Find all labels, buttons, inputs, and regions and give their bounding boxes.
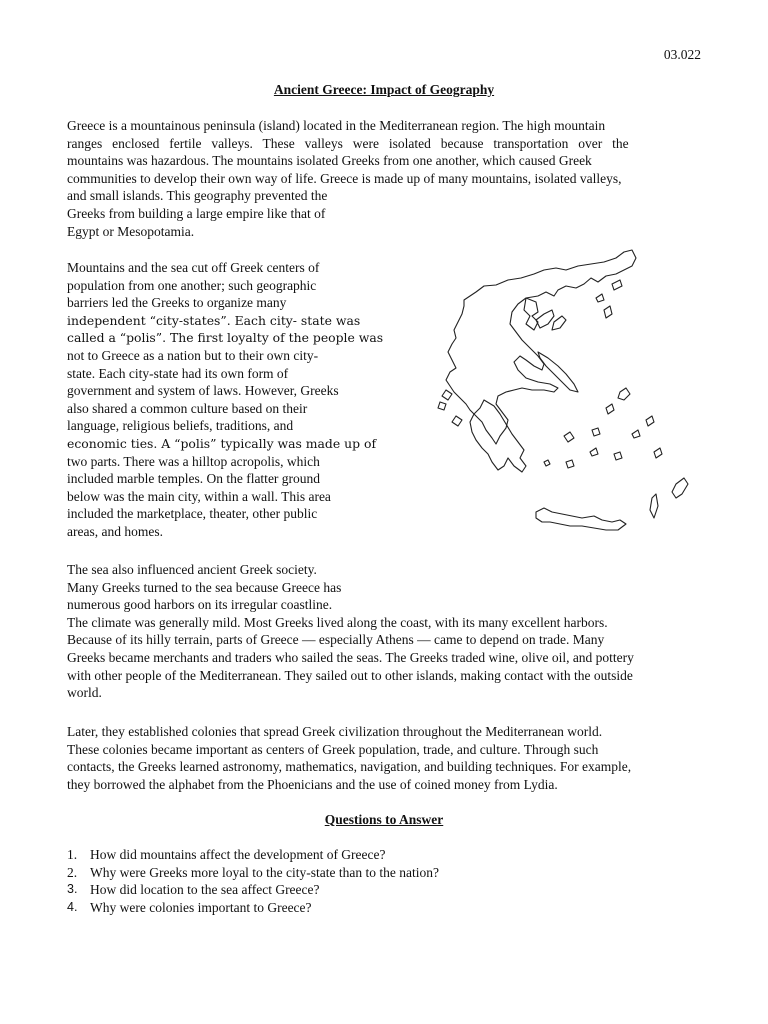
island-outline: [544, 460, 550, 466]
island-outline: [618, 388, 630, 400]
crete-outline: [536, 508, 626, 530]
text-line: also shared a common culture based on their: [67, 400, 308, 416]
question-item: [67, 864, 687, 882]
island-outline: [592, 428, 600, 436]
text-line: they borrowed the alphabet from the Phoenicians and the use of coined money from Lydia.: [67, 776, 558, 792]
euboea-outline: [538, 352, 578, 392]
paragraph-sea: [67, 561, 701, 702]
text-line: population from one another; such geographic: [67, 277, 317, 293]
text-line: Later, they established colonies that spread Greek civilization throughout the Mediterranean world.: [67, 724, 603, 739]
text-line: independent “city-states”. Each city- state was: [67, 312, 361, 328]
text-line: Because of its hilly terrain, parts of Greece — especially Athens — came to depend on trade. Many: [67, 632, 605, 648]
text-line: areas, and homes.: [67, 523, 163, 539]
text-line: mountains was hazardous. The mountains isolated Greeks from one another, which caused Greek: [67, 153, 592, 169]
island-outline: [650, 494, 658, 518]
text-line: called a “polis”. The first loyalty of the people was: [67, 330, 384, 346]
text-line: Many Greeks turned to the sea because Greece has: [67, 579, 342, 595]
text-line: Greeks from building a large empire like that of: [67, 205, 326, 221]
document-code: 03.022: [663, 47, 701, 62]
island-outline: [604, 306, 612, 318]
island-outline: [552, 316, 566, 330]
island-outline: [452, 416, 462, 426]
question-item: [67, 846, 687, 864]
text-line: language, religious beliefs, traditions, and: [67, 418, 294, 434]
question-number: 4.: [67, 899, 78, 914]
question-item: [67, 899, 687, 917]
paragraph-geography: [67, 117, 701, 240]
question-text: How did location to the sea affect Greece?: [90, 882, 320, 898]
text-line: barriers led the Greeks to organize many: [67, 295, 287, 311]
mainland-outline: [446, 250, 636, 444]
text-line: Egypt or Mesopotamia.: [67, 223, 195, 239]
question-number: 3.: [67, 882, 78, 897]
greece-outline-map: [426, 240, 696, 540]
island-outline: [612, 280, 622, 290]
island-outline: [654, 448, 662, 458]
text-line: Mountains and the sea cut off Greek centers of: [67, 260, 320, 275]
question-text: Why were Greeks more loyal to the city-state than to the nation?: [90, 864, 440, 880]
island-outline: [646, 416, 654, 426]
text-line: These colonies became important as centers of Greek population, trade, and culture. Through such: [67, 741, 599, 757]
text-line: below was the main city, within a wall. This area: [67, 488, 331, 504]
island-outline: [566, 460, 574, 468]
text-line: numerous good harbors on its irregular coastline.: [67, 597, 333, 613]
island-outline: [438, 402, 446, 410]
text-line: included marble temples. On the flatter ground: [67, 471, 321, 487]
island-outline: [590, 448, 598, 456]
text-line: Greeks became merchants and traders who sailed the seas. The Greeks traded wine, olive oil, and pottery: [67, 649, 634, 665]
paragraph-colonies: [67, 723, 701, 793]
island-outline: [632, 430, 640, 438]
text-line: two parts. There was a hilltop acropolis, which: [67, 453, 320, 469]
rhodes-outline: [672, 478, 688, 498]
island-outline: [536, 310, 554, 328]
text-line: not to Greece as a nation but to their own city-: [67, 347, 319, 363]
island-outline: [614, 452, 622, 460]
text-line: government and system of laws. However, Greeks: [67, 383, 339, 399]
island-outline: [564, 432, 574, 442]
text-line: Greece is a mountainous peninsula (island) located in the Mediterranean region. The high mountain: [67, 118, 606, 133]
peloponnese-outline: [470, 400, 526, 472]
question-text: How did mountains affect the development of Greece?: [90, 847, 386, 862]
question-item: [67, 881, 687, 899]
chalkidiki-outline: [524, 298, 538, 330]
text-line: with other people of the Mediterranean. They sailed out to other islands, making contact with the outside: [67, 667, 633, 683]
text-line: communities to develop their own way of life. Greece is made up of many mountains, isolated valleys,: [67, 170, 622, 186]
paragraph-city-states: [67, 259, 385, 541]
text-line: ranges enclosed fertile valleys. These valleys were isolated because transportation over the: [67, 135, 629, 151]
text-line: contacts, the Greeks learned astronomy, mathematics, navigation, and building techniques. For example,: [67, 759, 632, 775]
island-outline: [442, 390, 452, 400]
text-line: state. Each city-state had its own form of: [67, 365, 289, 381]
question-text: Why were colonies important to Greece?: [90, 899, 312, 915]
question-number: 1.: [67, 847, 78, 862]
text-line: and small islands. This geography prevented the: [67, 188, 328, 204]
text-line: included the marketplace, theater, other public: [67, 506, 318, 522]
text-line: world.: [67, 685, 102, 701]
page-title: Ancient Greece: Impact of Geography: [273, 82, 495, 97]
question-number: 2.: [67, 864, 78, 880]
text-line: The climate was generally mild. Most Greeks lived along the coast, with its many excellent harbors.: [67, 614, 608, 630]
island-outline: [596, 294, 604, 302]
text-line: economic ties. A “polis” typically was made up of: [67, 435, 377, 451]
questions-heading: Questions to Answer: [324, 812, 444, 827]
text-line: The sea also influenced ancient Greek society.: [67, 562, 317, 577]
island-outline: [606, 404, 614, 414]
questions-list: [67, 846, 687, 916]
